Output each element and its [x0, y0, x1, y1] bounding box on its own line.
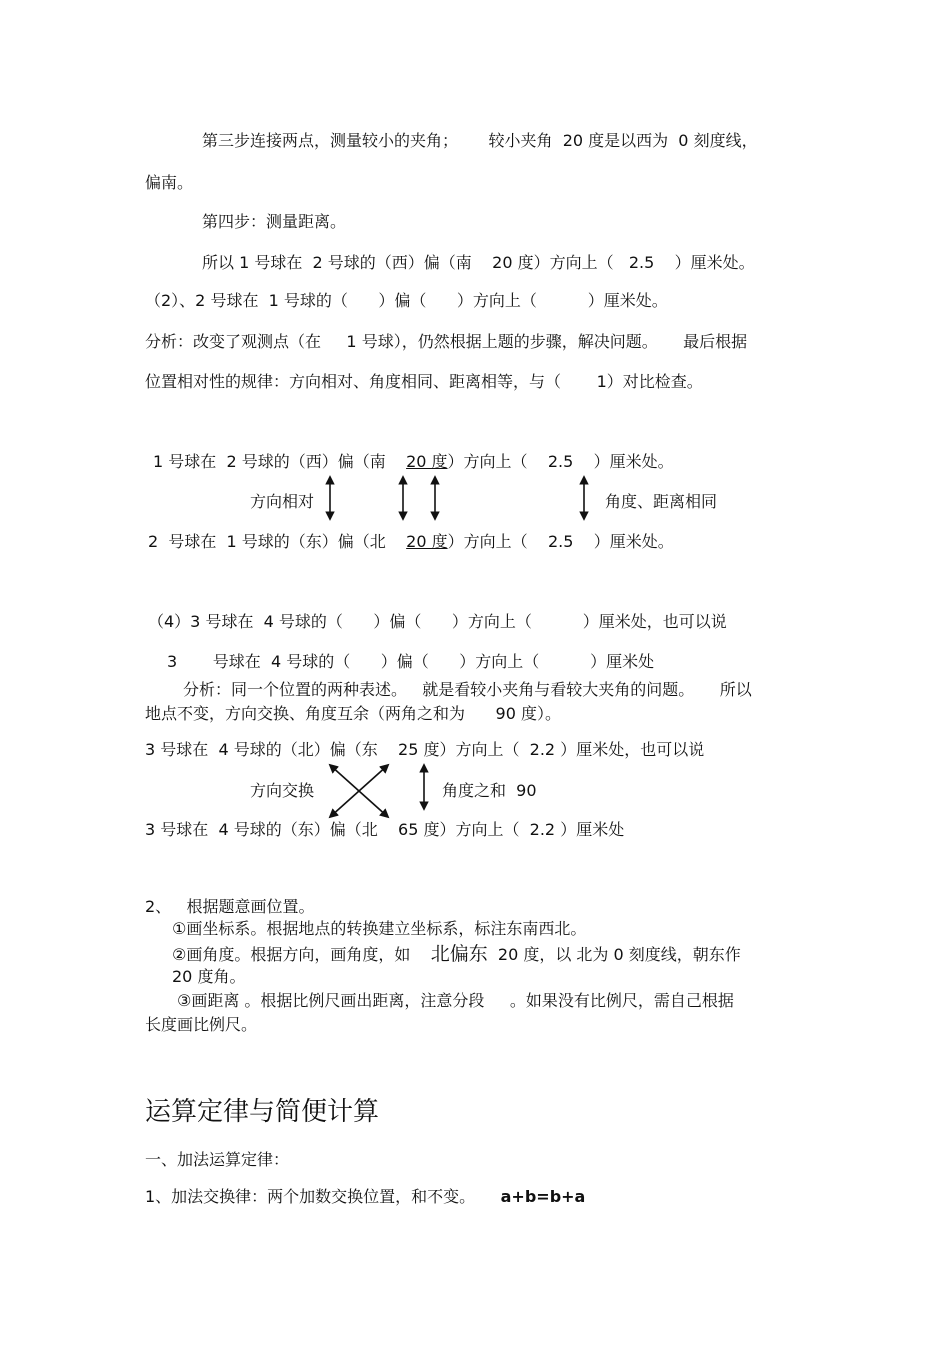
addition-law-1: 1、加法交换律：两个加数交换位置，和不变。 a+b=b+a	[145, 1187, 586, 1206]
section2-step2-cont: 20 度角。	[172, 967, 246, 986]
section2-step3-cont: 长度画比例尺。	[145, 1015, 258, 1034]
compare2-label-right: 角度之和 90	[442, 781, 537, 800]
compare2-label-left: 方向交换	[250, 781, 315, 800]
step3-line-cont: 偏南。	[145, 173, 194, 192]
section2-step1: ①画坐标系。根据地点的转换建立坐标系，标注东南西北。	[172, 919, 587, 938]
compare2-top: 3 号球在 4 号球的（北）偏（东 25 度）方向上（ 2.2 ）厘米处，也可以说	[145, 740, 705, 759]
question-4: （4）3 号球在 4 号球的（ ）偏（ ）方向上（ ）厘米处，也可以说	[148, 612, 727, 631]
question-4-alt: 3 号球在 4 号球的（ ）偏（ ）方向上（ ）厘米处	[167, 652, 655, 671]
analysis-line-1: 分析：改变了观测点（在 1 号球），仍然根据上题的步骤，解决问题。 最后根据	[145, 332, 748, 351]
cross-arrow-2	[330, 765, 388, 817]
compare2-bottom: 3 号球在 4 号球的（东）偏（北 65 度）方向上（ 2.2 ）厘米处	[145, 820, 625, 839]
analysis4-line-2: 地点不变，方向交换、角度互余（两角之和为 90 度）。	[145, 704, 561, 723]
compare1-label-left: 方向相对	[250, 492, 315, 511]
addition-title: 一、加法运算定律：	[145, 1150, 290, 1169]
step3-line: 第三步连接两点，测量较小的夹角； 较小夹角 20 度是以西为 0 刻度线，	[202, 131, 758, 150]
section2-title: 2、 根据题意画位置。	[145, 897, 315, 916]
analysis-line-2: 位置相对性的规律：方向相对、角度相同、距离相等，与（ 1）对比检查。	[145, 372, 703, 391]
step4-line: 第四步：测量距离。	[202, 212, 347, 231]
compare1-bottom: 2 号球在 1 号球的（东）偏（北 20 度）方向上（ 2.5 ）厘米处。	[148, 532, 674, 551]
compare1-label-right: 角度、距离相同	[605, 492, 718, 511]
answer-line: 所以 1 号球在 2 号球的（西）偏（南 20 度）方向上（ 2.5 ）厘米处。	[202, 253, 755, 272]
page-heading: 运算定律与简便计算	[145, 1097, 380, 1127]
cross-arrow-1	[330, 765, 388, 817]
question-2: （2）、2 号球在 1 号球的（ ）偏（ ）方向上（ ）厘米处。	[145, 291, 668, 310]
section2-step3: ③画距离 。根据比例尺画出距离，注意分段 。如果没有比例尺，需自己根据	[177, 991, 734, 1010]
section2-step2: ②画角度。根据方向，画角度，如 北偏东 20 度，以 北为 0 刻度线，朝东作	[172, 943, 741, 965]
compare1-top: 1 号球在 2 号球的（西）偏（南 20 度）方向上（ 2.5 ）厘米处。	[153, 452, 674, 471]
analysis4-line-1: 分析：同一个位置的两种表述。 就是看较小夹角与看较大夹角的问题。 所以	[183, 680, 752, 699]
